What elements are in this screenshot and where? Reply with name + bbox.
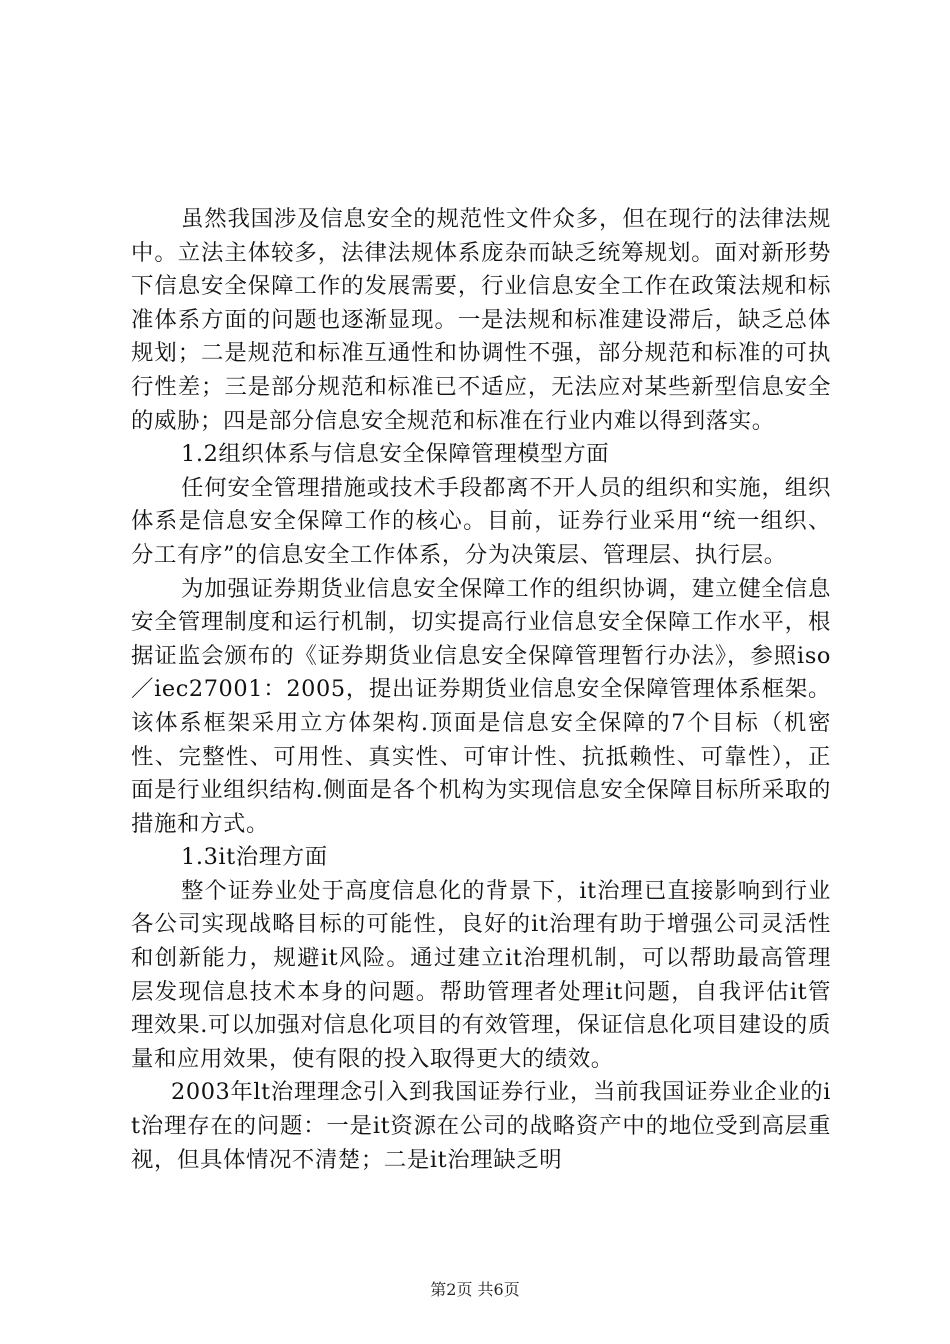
paragraph-it-governance-issues: 2003年lt治理理念引入到我国证券行业，当前我国证券业企业的it治理存在的问题：一是it资源在公司的战略资产中的地位受到高层重视，但具体情况不清楚；二是it治理缺乏明: [131, 1079, 831, 1173]
section-heading-1-3: 1.3it治理方面: [181, 844, 328, 871]
paragraph-legal-framework: 虽然我国涉及信息安全的规范性文件众多，但在现行的法律法规中。立法主体较多，法律法规体系庞杂而缺乏统筹规划。面对新形势下信息安全保障工作的发展需要，行业信息安全工作在政策法规和标准体系方面的问题也逐渐显现。一是法规和标准建设滞后，缺乏总体规划；二是规范和标准互通性和协调性不强，部分规范和标准的可执行性差；三是部分规范和标准已不适应，无法应对某些新型信息安全的威胁；四是部分信息安全规范和标准在行业内难以得到落实。: [131, 206, 831, 434]
paragraph-it-governance: 整个证券业处于高度信息化的背景下，it治理已直接影响到行业各公司实现战略目标的可能性，良好的it治理有助于增强公司灵活性和创新能力，规避it风险。通过建立it治理机制，可以帮助最高管理层发现信息技术本身的问题。帮助管理者处理it问题，自我评估it管理效果.可以加强对信息化项目的有效管理，保证信息化项目建设的质量和应用效果，使有限的投入取得更大的绩效。: [131, 877, 831, 1072]
paragraph-organization-system: 任何安全管理措施或技术手段都离不开人员的组织和实施，组织体系是信息安全保障工作的核心。目前，证券行业采用“统一组织、分工有序”的信息安全工作体系，分为决策层、管理层、执行层。: [131, 474, 831, 568]
page-footer: [0, 1280, 950, 1300]
document-body: [131, 203, 831, 1177]
page-number-label: 第2页 共6页: [430, 1280, 520, 1299]
section-heading-1-2: 1.2组织体系与信息安全保障管理模型方面: [181, 441, 610, 468]
paragraph-management-framework: 为加强证券期货业信息安全保障工作的组织协调，建立健全信息安全管理制度和运行机制，切实提高行业信息安全保障工作水平，根据证监会颁布的《证券期货业信息安全保障管理暂行办法》，参照iso／iec27001：2005，提出证券期货业信息安全保障管理体系框架。该体系框架采用立方体架构.顶面是信息安全保障的7个目标（机密性、完整性、可用性、真实性、可审计性、抗抵赖性、可靠性），正面是行业组织结构.侧面是各个机构为实现信息安全保障目标所采取的措施和方式。: [131, 575, 831, 837]
